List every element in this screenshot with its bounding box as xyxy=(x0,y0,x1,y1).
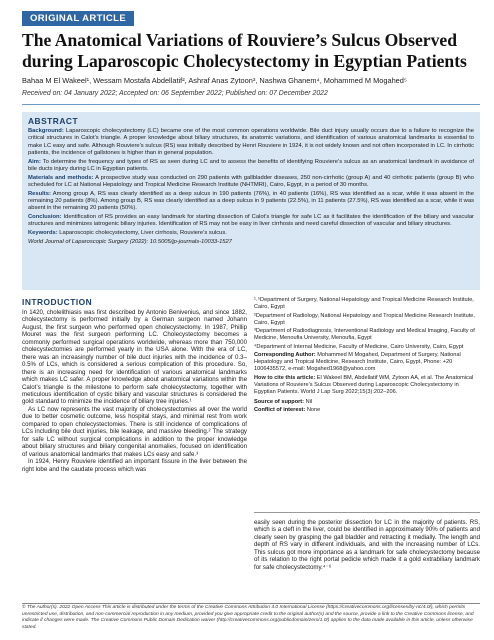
license-footer: © The Author(s). 2022 Open Access This article is distributed under the terms of the Creative Commons Attribution 4.0 International License (https://creativecommons.org/licenses/by-nc/4.0/), which permits unrestricted use, distribution, and non-commercial reproduction in any medium, provided you give appropriate credit to the original author(s) and the source, provide a link to the Creative Commons license, and indicate if changes were made. The Creative Commons Public Domain Dedication waiver (http://creativecommons.org/publicdomain/zero/1.0/) applies to the data made available in this article, unless otherwise stated. xyxy=(22,605,474,630)
article-type-badge: ORIGINAL ARTICLE xyxy=(22,11,134,26)
abstract-background: Background: Laparoscopic cholecystectomy (LC) became one of the most common operations worldwide. Bile duct injury usually occurs due to a failure to recognize the critical structures in Calot’s triangle. A proper knowledge about biliary structures, its anatomic variations, and identification of various anatomical landmarks is essential to make LC easy and safe. Although Rouviere’s sulcus (RS) was initially described by Henri Rouviere in 1924, it is not widely known and not often incorporated in LC. In cirrhotic patients, the incidence of gallstones is higher than in general population. xyxy=(28,128,474,157)
corresponding-author: Corresponding Author: Mohammed M Mogahed, Department of Surgery, National Hepatology and Tropical Medicine, Research Institute, Cairo, Egypt, Phone: +20 1006435572, e-mail: Mogahed1968@yahoo.com xyxy=(254,352,461,372)
abstract-results: Results: Among group A, RS was clearly identified as a deep sulcus in 190 patients (76%), in 40 patients (16%), RS was identified as a scar, while it was absent in the remaining 20 patients (8%). Among group B, RS was clearly identified as a deep sulcus in 9 patients (22.5%), in 11 patients (27.5%), RS was identified as a scar, while it was absent in the remaining 20 patients (50%). xyxy=(28,190,474,212)
introduction-paragraph-3: In 1924, Henry Rouviere identified an important fissure in the liver between the right lobe and the caudate process which was xyxy=(22,458,247,473)
abstract-heading: ABSTRACT xyxy=(28,116,79,126)
introduction-paragraph-4: easily seen during the posterior dissection for LC in the majority of patients. RS, which is a cleft in the liver, could be identified in approximately 90% of patients and clearly seen by grasping the gall bladder and retracting it medially. The length and depth of RS vary in different individuals, and with the increasing number of LCs. This sulcus got more importance as a landmark for safe cholecystectomy because of its relation to the right portal pedicle which made it a gold extrabiliary landmark for safe cholecystectomy.⁴⁻⁶ xyxy=(254,519,480,571)
abstract-citation: World Journal of Laparoscopic Surgery (2022): 10.5005/jp-journals-10033-1527 xyxy=(28,238,232,245)
conflict-of-interest: Conflict of interest: None xyxy=(254,407,321,413)
article-title: The Anatomical Variations of Rouviere’s Sulcus Observed during Laparoscopic Cholecystectomy in Egyptian Patients xyxy=(22,30,467,71)
introduction-paragraph-2: As LC now represents the vast majority of cholecystectomies all over the world due to better cosmetic outcome, less hospital stays, and minimal rest from work compared to open cholecystectomies. There is still incidence of complications of LCs including bile duct injuries, bile leakage, and massive bleeding.² The strategy for safe LC without surgical complications in addition to the proper knowledge about biliary structures and biliary congenital anomalies, focused on identification of various anatomical landmarks that makes LCs easy and safe.³ xyxy=(22,405,247,458)
abstract-conclusion: Conclusion: Identification of RS provides an easy landmark for starting dissection of Calot’s triangle for safe LC as it facilitates the identification of the biliary and vascular structures and minimizes iatrogenic biliary injuries. Identification of RS may not be easy in liver cirrhosis and need careful dissection of vascular and biliary structures. xyxy=(28,213,474,228)
abstract-methods: Materials and methods: A prospective study was conducted on 290 patients with gallbladder diseases, 250 non-cirrhotic (group A) and 40 cirrhotic patients (group B) who scheduled for LC at National Hepatology and Tropical Medicine Research Institute (NHTMRI), Cairo, Egypt, in a period of 30 months. xyxy=(28,174,474,188)
affiliation-1: ¹˒⁵Department of Surgery, National Hepatology and Tropical Medicine Research Institute, Cairo, Egypt xyxy=(254,297,474,310)
introduction-paragraph-1: In 1420, cholelithiasis was first described by Antonio Benivenius, and since 1882, cholecystectomy is performed initially by a German surgeon named Johann August, the first surgeon who performed open cholecystectomy. In 1987, Phillip Mouret was the first surgeon performing LC. Cholecystectomy becomes a commonly performed surgical operations worldwide, whereas more than 750,000 cholecystectomies are performed yearly in the USA alone. With the era of LC, there was an increasingly number of bile duct injuries with the incidence of 0.3–0.5% of LCs, which is considered a serious complication of this procedure. So, there is an increasing need for identification of various anatomical landmarks which makes LC safer. A proper knowledge about anatomical variations within the Calot’s triangle is the milestone to perform safe cholecystectomy, together with meticulous identification of cystic biliary and vascular structures is considered the gold standard to minimize the incidence of biliary tree injuries.¹ xyxy=(22,309,247,406)
introduction-continued xyxy=(254,519,480,571)
author-info-divider xyxy=(254,512,480,513)
abstract-section xyxy=(22,112,480,290)
source-of-support: Source of support: Nil xyxy=(254,399,313,405)
introduction-column xyxy=(22,297,247,473)
affiliation-4: ⁴Department of Internal Medicine, Faculty of Medicine, Cairo University, Cairo, Egypt xyxy=(254,343,464,350)
header-divider xyxy=(22,104,480,105)
footer-divider xyxy=(22,603,480,604)
affiliation-3: ³Department of Radiodiagnosis, Interventional Radiology and Medical Imaging, Faculty of Medicine, Menoufia University, Menoufia, Egypt xyxy=(254,328,475,341)
abstract-keywords: Keywords: Laparoscopic cholecystectomy, Liver cirrhosis, Rouviere’s sulcus. xyxy=(28,229,227,236)
abstract-aim: Aim: To determine the frequency and types of RS as seen during LC and to assess the benefits of identifying Rouviere’s sulcus as an anatomical landmark in avoidance of bile ducts injury during LC in Egyptian patients. xyxy=(28,158,474,173)
publication-dates: Received on: 04 January 2022; Accepted on: 06 September 2022; Published on: 07 December 2022 xyxy=(22,90,328,97)
introduction-heading: INTRODUCTION xyxy=(22,297,93,307)
author-list: Bahaa M El Wakeel¹, Wessam Mostafa Abdellatif², Ashraf Anas Zytoon³, Nashwa Ghanem⁴, Mohammed M Mogahed⁵ xyxy=(22,76,407,85)
author-info-column xyxy=(254,297,480,414)
affiliation-2: ²Department of Radiology, National Hepatology and Tropical Medicine Research Institute, Cairo, Egypt xyxy=(254,312,475,326)
how-to-cite: How to cite this article: El Wakeel BM, Abdellatif WM, Zytoon AA, et al. The Anatomical Variations of Rouviere’s Sulcus Observed during Laparoscopic Cholecystectomy in Egyptian Patients. World J Lap Surg 2022;15(3):202–206. xyxy=(254,375,474,395)
